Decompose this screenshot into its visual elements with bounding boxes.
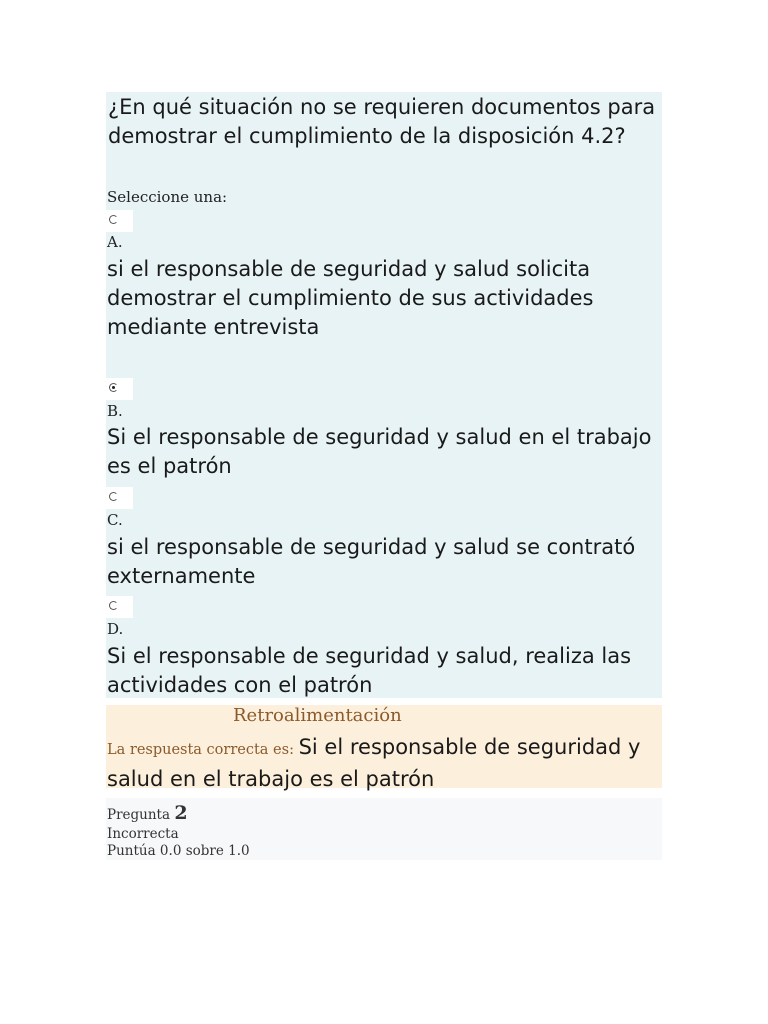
option-a-radio-wrap[interactable] <box>106 210 133 232</box>
option-a-letter: A. <box>107 233 123 251</box>
question-number: 2 <box>174 802 188 824</box>
radio-icon[interactable] <box>109 492 118 501</box>
option-a-text[interactable]: si el responsable de seguridad y salud solicita demostrar el cumplimiento de sus actividades mediante entrevista <box>107 257 594 339</box>
correct-answer <box>107 733 659 794</box>
option-d-radio-wrap[interactable] <box>106 596 133 618</box>
option-b-text[interactable]: Si el responsable de seguridad y salud en el trabajo es el patrón <box>107 425 652 478</box>
option-c-letter: C. <box>107 511 123 529</box>
select-prompt: Seleccione una: <box>107 188 228 206</box>
question-text: ¿En qué situación no se requieren documentos para demostrar el cumplimiento de la disposición 4.2? <box>108 95 656 148</box>
option-c-radio-wrap[interactable] <box>106 487 133 509</box>
option-b-radio-wrap[interactable] <box>106 378 133 400</box>
question-panel <box>106 92 662 698</box>
option-b-letter: B. <box>107 402 123 420</box>
radio-icon[interactable] <box>109 215 118 224</box>
option-c-text[interactable]: si el responsable de seguridad y salud se contrató externamente <box>107 535 636 588</box>
question-label: Pregunta <box>107 807 171 823</box>
radio-icon[interactable] <box>109 601 118 610</box>
correct-answer-prefix: La respuesta correcta es: <box>107 742 299 758</box>
option-d-letter: D. <box>107 620 124 638</box>
radio-checked-icon[interactable] <box>109 383 118 392</box>
question-status: Incorrecta <box>107 826 179 842</box>
feedback-title: Retroalimentación <box>233 705 402 726</box>
question-score: Puntúa 0.0 sobre 1.0 <box>107 843 250 859</box>
option-d-text[interactable]: Si el responsable de seguridad y salud, realiza las actividades con el patrón <box>107 644 632 697</box>
question-number-line <box>107 802 188 824</box>
correct-answer-text: Si el responsable de seguridad y salud en el trabajo es el patrón <box>107 735 641 791</box>
